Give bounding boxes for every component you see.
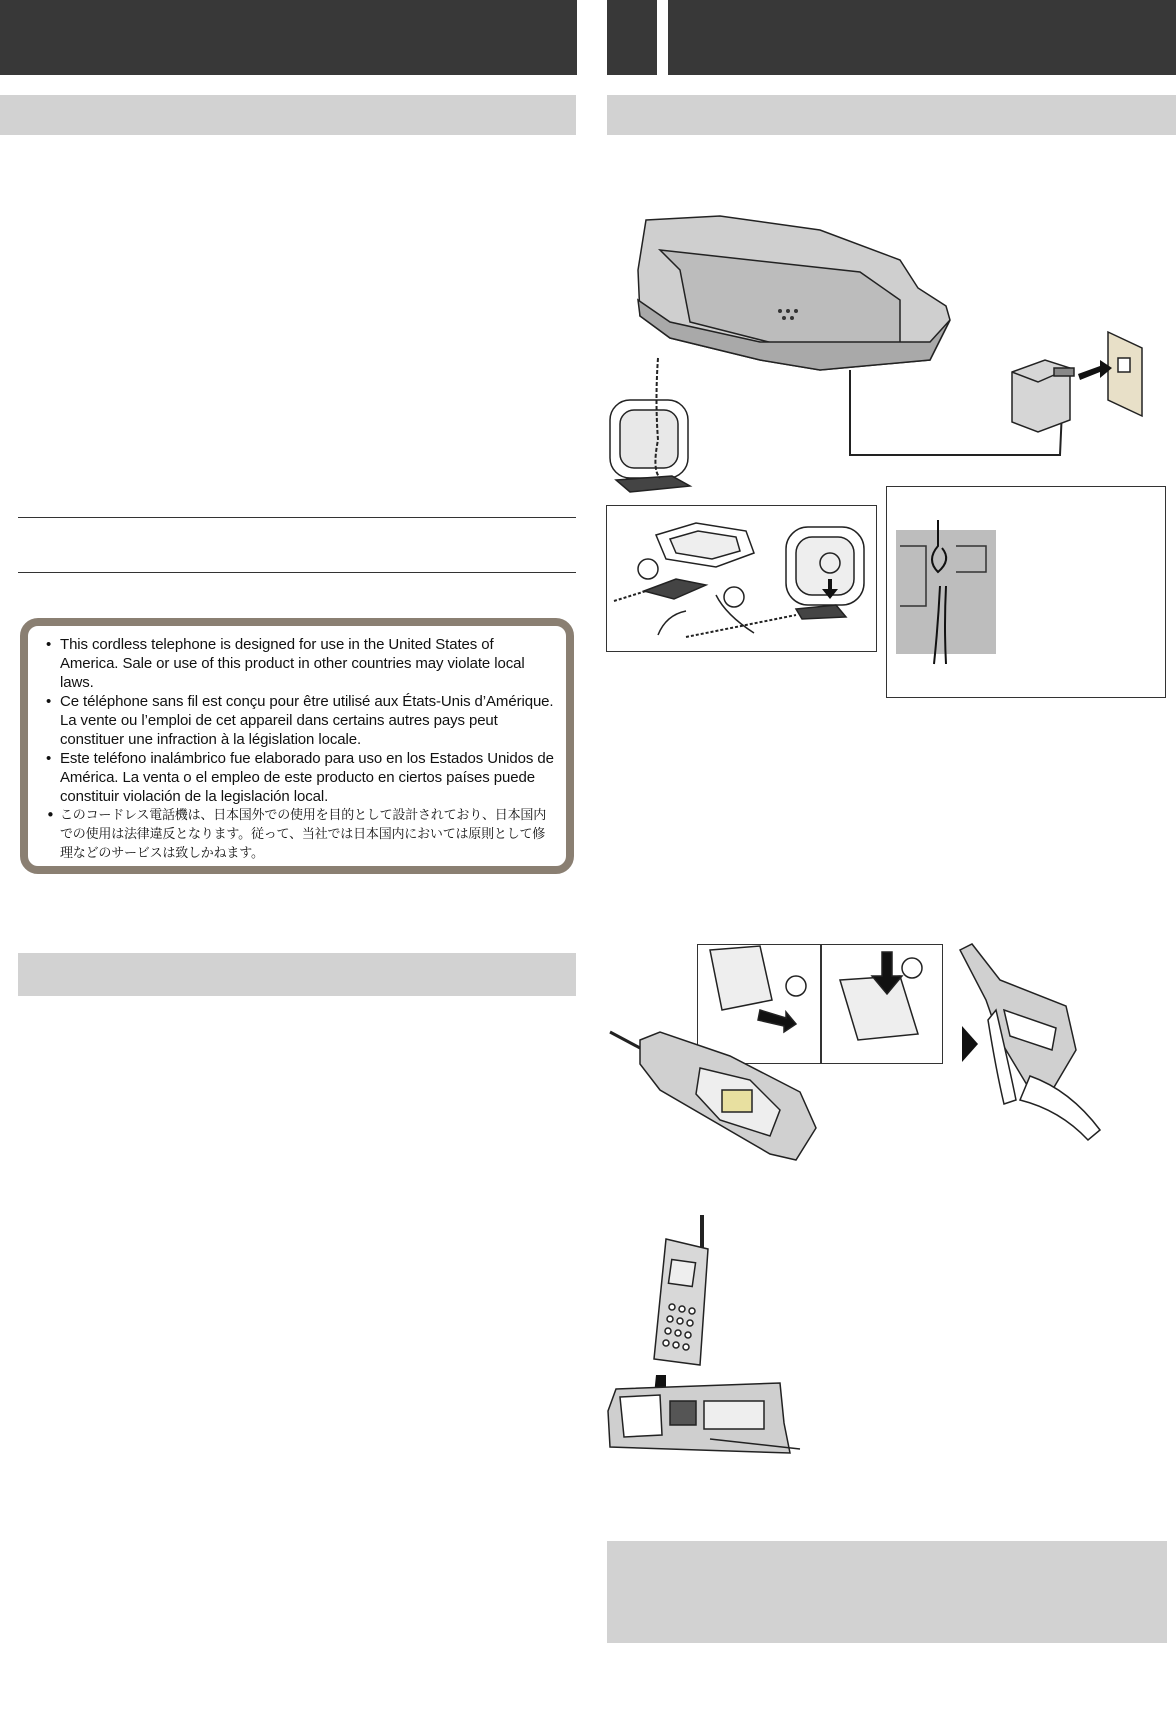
wall-outlet-drawing: [1108, 332, 1142, 416]
battery-step-1-drawing: [710, 946, 806, 1032]
handset-charging-illustration: [600, 1215, 820, 1470]
base-unit-connection-illustration: [600, 210, 1160, 500]
left-section-header: [0, 95, 576, 135]
right-title-bar: [668, 0, 1176, 75]
notice-item-japanese: • このコードレス電話機は、日本国外での使用を目的として設計されており、日本国内での使用は法律違反となります。従って、当社では日本国内においては原則として修理などのサービスは致しかねます。: [44, 806, 554, 863]
handset-open-drawing: [610, 1032, 816, 1160]
notice-item-french: • Ce téléphone sans fil est conçu pour être utilisé aux États-Unis d’Amérique. La vente ou l’emploi de cet appareil dans certains autres pays peut constituer une infraction à la législation locale.: [44, 692, 554, 749]
ac-adaptor-drawing: [1012, 360, 1074, 432]
notice-item-spanish: • Este teléfono inalámbrico fue elaborado para uso en los Estados Unidos de América. La venta o el empleo de este producto en ciertos países puede constituir violación de la legislación local.: [44, 749, 554, 806]
battery-step-2-drawing: [840, 952, 922, 1040]
charger-base-drawing: [608, 1383, 790, 1453]
divider-rule-bottom: [18, 572, 576, 573]
regional-use-notice: [20, 618, 574, 874]
battery-installation-illustration: [600, 940, 1160, 1170]
notice-item-english: • This cordless telephone is designed for use in the United States of America. Sale or use of this product in other countries may violate local laws.: [44, 635, 554, 692]
antenna-cable-right: [686, 615, 796, 637]
right-title-tab: [607, 0, 657, 75]
antenna-drawing: [610, 400, 690, 492]
left-section-header-2: [18, 953, 576, 996]
close-cover-drawing: [960, 944, 1100, 1140]
antenna-assembly-illustration: [606, 505, 877, 652]
divider-rule-top: [18, 517, 576, 518]
left-title-bar: [0, 0, 577, 75]
right-section-footer: [607, 1541, 1167, 1643]
next-step-arrow: [962, 1026, 978, 1062]
plug-in-arrow: [1078, 360, 1112, 380]
right-section-header: [607, 95, 1176, 135]
antenna-cable-left: [614, 591, 646, 601]
handset-drawing: [654, 1215, 708, 1365]
base-unit-drawing: [638, 216, 950, 370]
cord-hook-detail-illustration: [886, 486, 1166, 698]
